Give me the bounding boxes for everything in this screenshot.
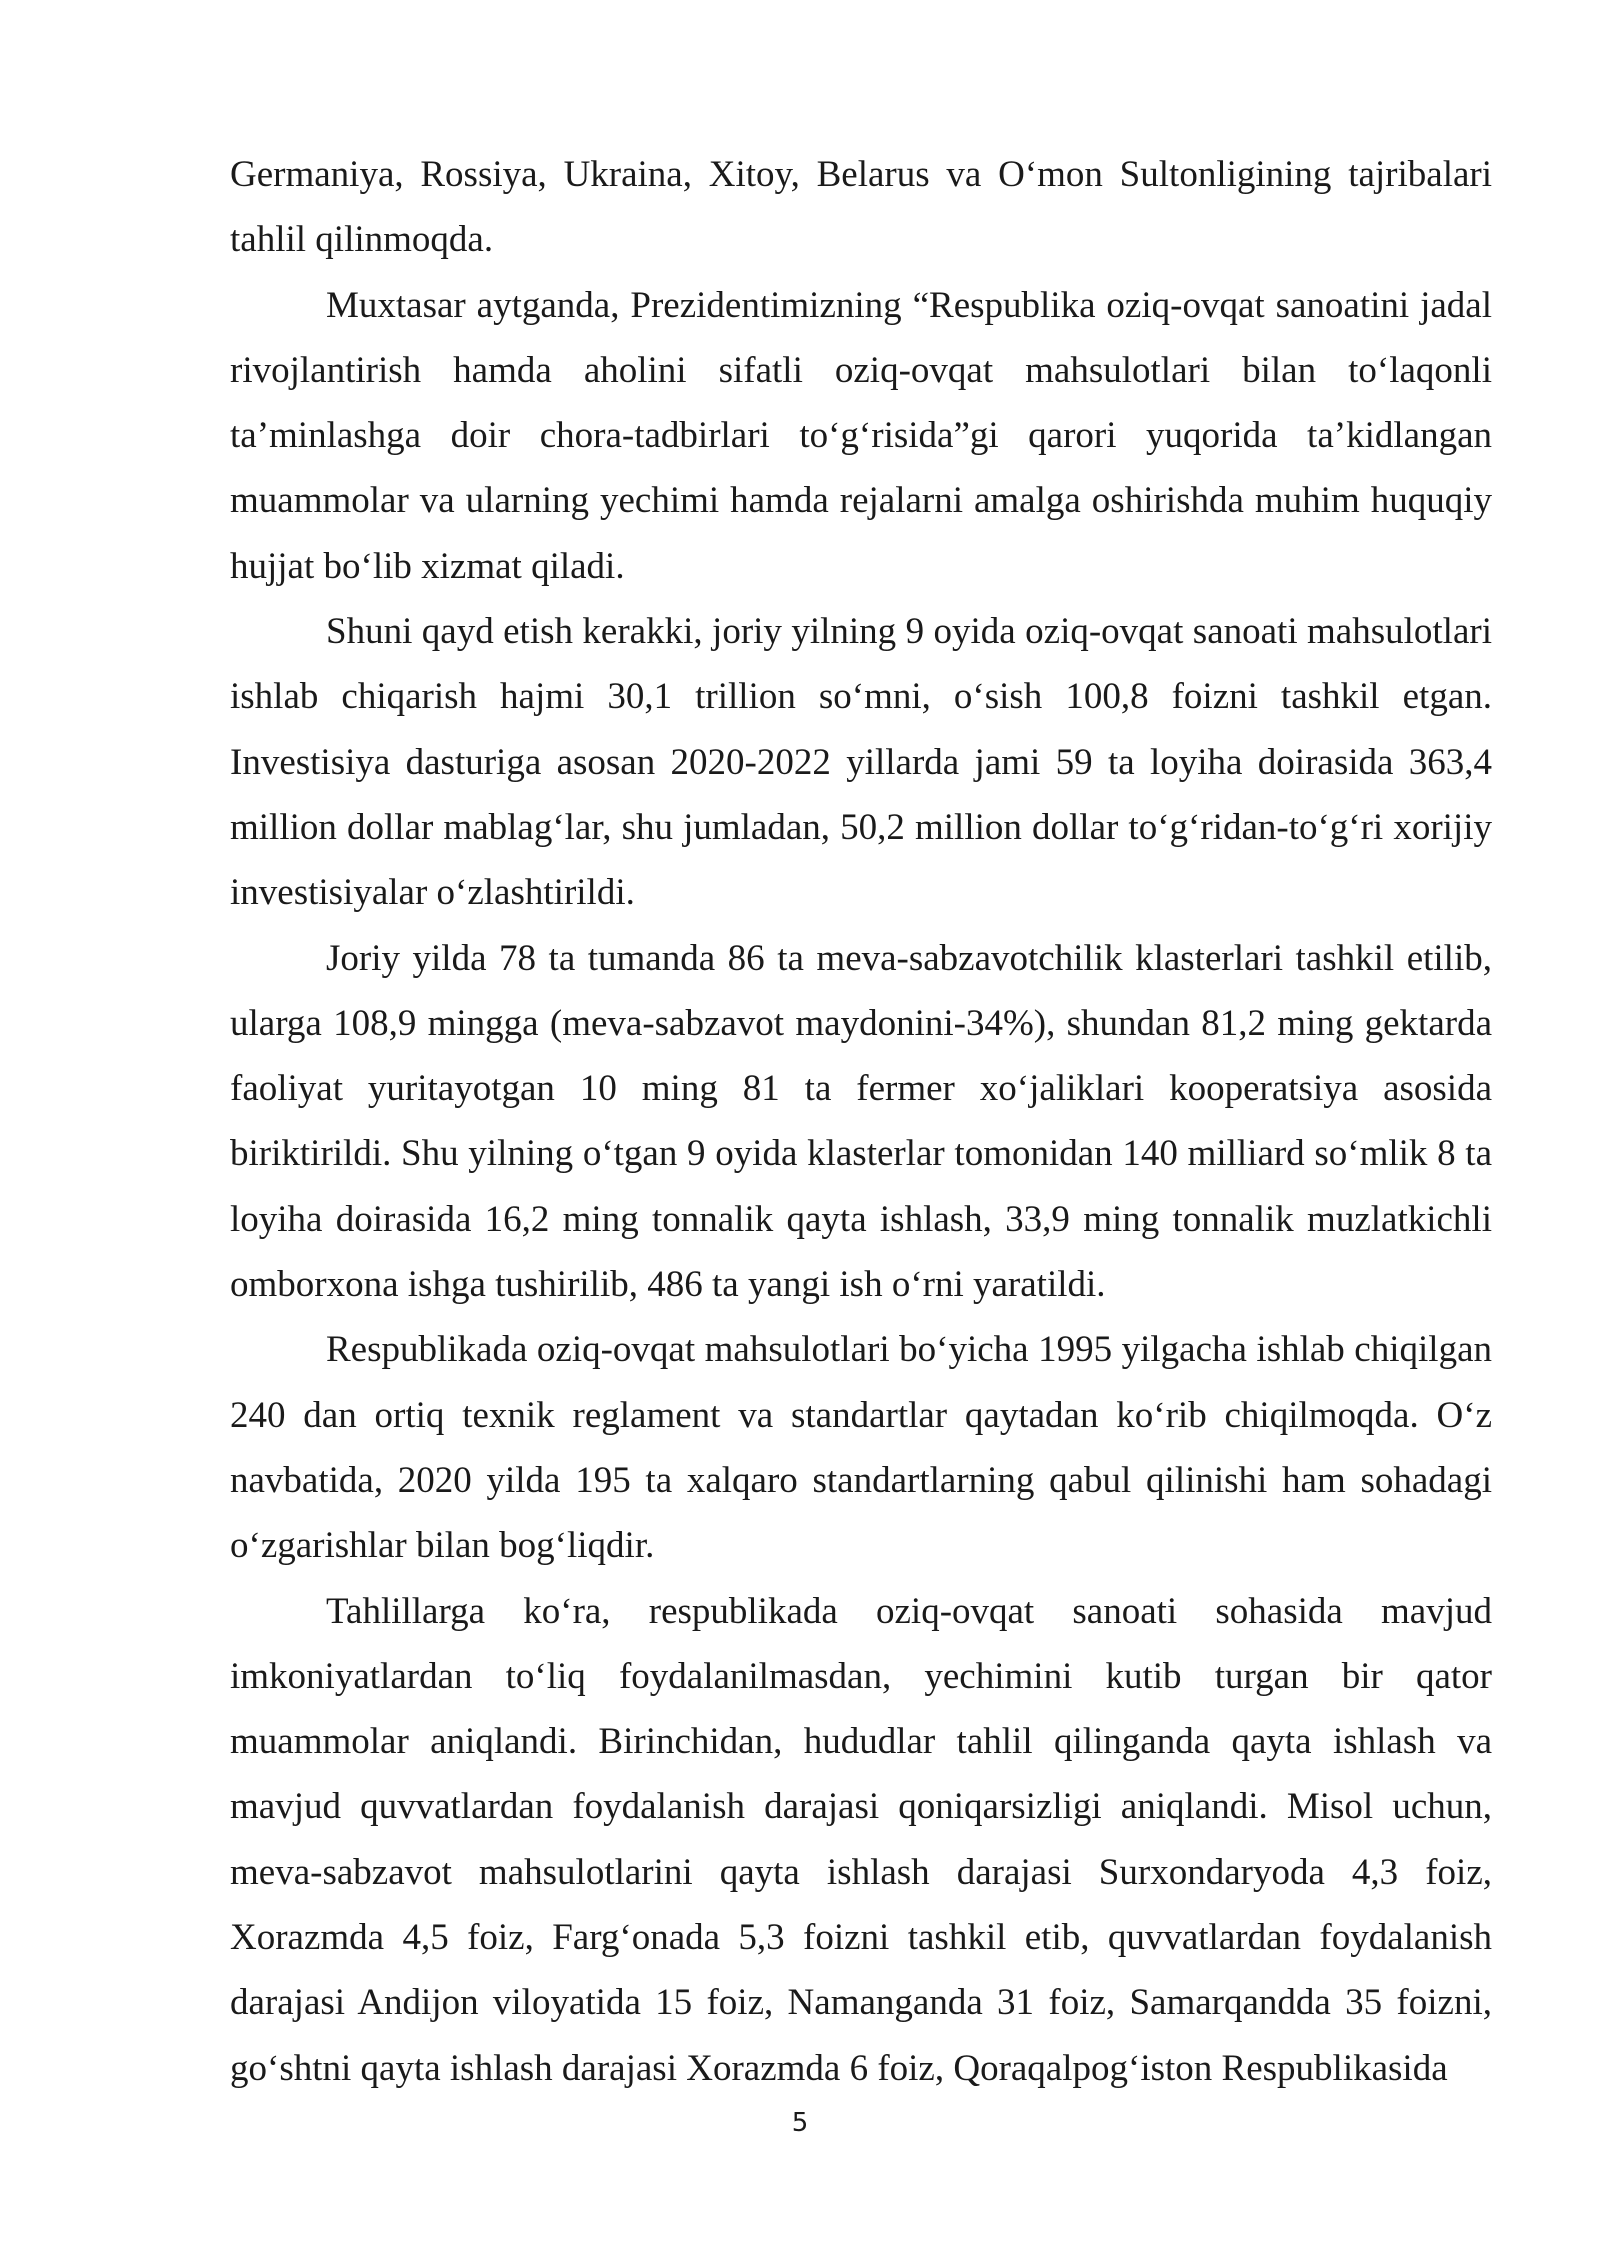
- page-number: 5: [791, 2108, 809, 2138]
- paragraph-standards: Respublikada oziq-ovqat mahsulotlari bo‘yicha 1995 yilgacha ishlab chiqilgan 240 dan ortiq texnik reglament va standartlar qaytadan ko‘rib chiqilmoqda. O‘z navbatida, 2020 yilda 195 ta xalqaro standartlarning qabul qilinishi ham sohadagi o‘zgarishlar bilan bog‘liqdir.: [230, 1329, 1492, 1567]
- paragraph-summary: Muxtasar aytganda, Prezidentimizning “Respublika oziq-ovqat sanoatini jadal rivojlantirish hamda aholini sifatli oziq-ovqat mahsulotlari bilan to‘laqonli ta’minlashga doir chora-tadbirlari to‘g‘risida”gi qarori yuqorida ta’kidlangan muammolar va ularning yechimi hamda rejalarni amalga oshirishda muhim huquqiy hujjat bo‘lib xizmat qiladi.: [230, 284, 1492, 587]
- paragraph-continuation: Germaniya, Rossiya, Ukraina, Xitoy, Belarus va O‘mon Sultonligining tajribalari tahlil qilinmoqda.: [230, 154, 1492, 261]
- paragraph-production-volume: Shuni qayd etish kerakki, joriy yilning 9 oyida oziq-ovqat sanoati mahsulotlari ishlab chiqarish hajmi 30,1 trillion so‘mni, o‘sish 100,8 foizni tashkil etgan. Investisiya dasturiga asosan 2020-2022 yillarda jami 59 ta loyiha doirasida 363,4 million dollar mablag‘lar, shu jumladan, 50,2 million dollar to‘g‘ridan-to‘g‘ri xorijiy investisiyalar o‘zlashtirildi.: [230, 611, 1492, 914]
- paragraph-analysis: Tahlillarga ko‘ra, respublikada oziq-ovqat sanoati sohasida mavjud imkoniyatlardan to‘liq foydalanilmasdan, yechimini kutib turgan bir qator muammolar aniqlandi. Birinchidan, hududlar tahlil qilinganda qayta ishlash va mavjud quvvatlardan foydalanish darajasi qoniqarsizligi aniqlandi. Misol uchun, meva-sabzavot mahsulotlarini qayta ishlash darajasi Surxondaryoda 4,3 foiz, Xorazmda 4,5 foiz, Farg‘onada 5,3 foizni tashkil etib, quvvatlardan foydalanish darajasi Andijon viloyatida 15 foiz, Namanganda 31 foiz, Samarqandda 35 foizni, go‘shtni qayta ishlash darajasi Xorazmda 6 foiz, Qoraqalpog‘iston Respublikasida: [230, 1590, 1492, 2089]
- paragraph-clusters: Joriy yilda 78 ta tumanda 86 ta meva-sabzavotchilik klasterlari tashkil etilib, ularga 108,9 mingga (meva-sabzavot maydonini-34%), shundan 81,2 ming gektarda faoliyat yuritayotgan 10 ming 81 ta fermer xo‘jaliklari kooperatsiya asosida biriktirildi. Shu yilning o‘tgan 9 oyida klasterlar tomonidan 140 milliard so‘mlik 8 ta loyiha doirasida 16,2 ming tonnalik qayta ishlash, 33,9 ming tonnalik muzlatkichli omborxona ishga tushirilib, 486 ta yangi ish o‘rni yaratildi.: [230, 937, 1492, 1306]
- body-text: [230, 142, 1492, 2101]
